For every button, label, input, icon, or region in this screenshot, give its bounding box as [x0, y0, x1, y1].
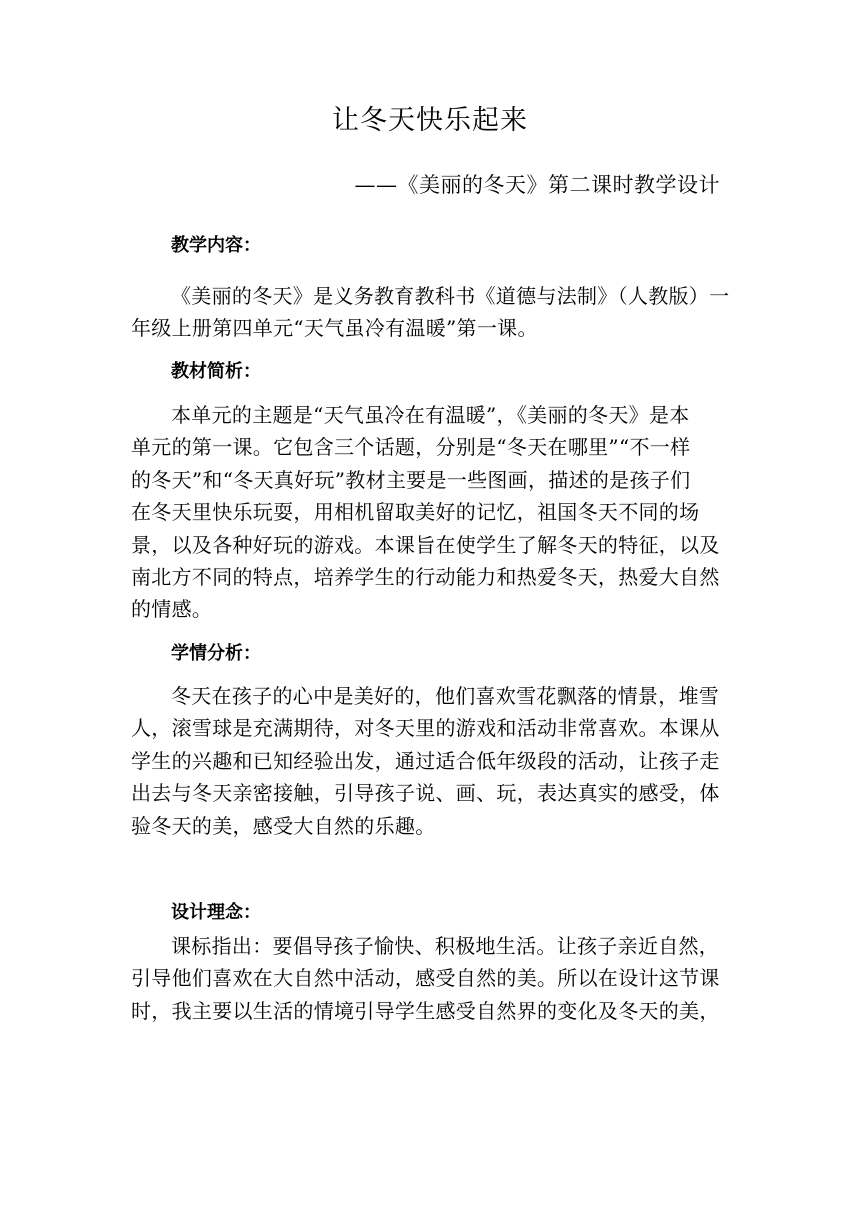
section-paragraph-design-concept: [131, 930, 727, 1027]
paragraph-line: 冬天在孩子的心中是美好的，他们喜欢雪花飘落的情景，堆雪: [171, 684, 720, 708]
paragraph-line: 年级上册第四单元“天气虽冷有温暖”第一课。: [131, 316, 538, 341]
paragraph-line: 学生的兴趣和已知经验出发，通过适合低年级段的活动，让孩子走: [131, 748, 720, 773]
paragraph-line: 时，我主要以生活的情境引导学生感受自然界的变化及冬天的美，: [131, 998, 720, 1023]
section-paragraph-student-analysis: [131, 680, 727, 842]
document-subtitle: ——《美丽的冬天》第二课时教学设计: [354, 173, 720, 197]
paragraph-line: 课标指出：要倡导孩子愉快、积极地生活。让孩子亲近自然，: [171, 934, 720, 958]
paragraph-line: 出去与冬天亲密接触，引导孩子说、画、玩，表达真实的感受，体: [131, 781, 720, 806]
section-paragraph-teaching-content: [131, 280, 730, 345]
section-heading-textbook-analysis: 教材简析：: [171, 361, 261, 382]
section-paragraph-textbook-analysis: [131, 399, 727, 626]
paragraph-line: 的情感。: [131, 597, 213, 622]
paragraph-line: 在冬天里快乐玩耍，用相机留取美好的记忆，祖国冬天不同的场: [131, 500, 700, 525]
section-heading-student-analysis: 学情分析：: [171, 643, 261, 664]
paragraph-line: 验冬天的美，感受大自然的乐趣。: [131, 813, 436, 838]
paragraph-line: 南北方不同的特点，培养学生的行动能力和热爱冬天，热爱大自然: [131, 564, 720, 589]
section-heading-teaching-content: 教学内容：: [171, 235, 261, 256]
document-title: 让冬天快乐起来: [332, 105, 528, 136]
paragraph-line: 人，滚雪球是充满期待，对冬天里的游戏和活动非常喜欢。本课从: [131, 716, 720, 741]
paragraph-line: 本单元的主题是“天气虽冷在有温暖”，《美丽的冬天》是本: [171, 403, 690, 427]
paragraph-line: 引导他们喜欢在大自然中活动，感受自然的美。所以在设计这节课: [131, 966, 720, 991]
section-heading-design-concept: 设计理念：: [171, 902, 261, 923]
paragraph-line: 《美丽的冬天》是义务教育教科书《道德与法制》（人教版）一: [171, 284, 730, 308]
paragraph-line: 单元的第一课。它包含三个话题，分别是“冬天在哪里”“不一样: [131, 435, 691, 460]
paragraph-line: 的冬天”和“冬天真好玩”教材主要是一些图画，描述的是孩子们: [131, 467, 691, 492]
paragraph-line: 景，以及各种好玩的游戏。本课旨在使学生了解冬天的特征，以及: [131, 532, 720, 557]
